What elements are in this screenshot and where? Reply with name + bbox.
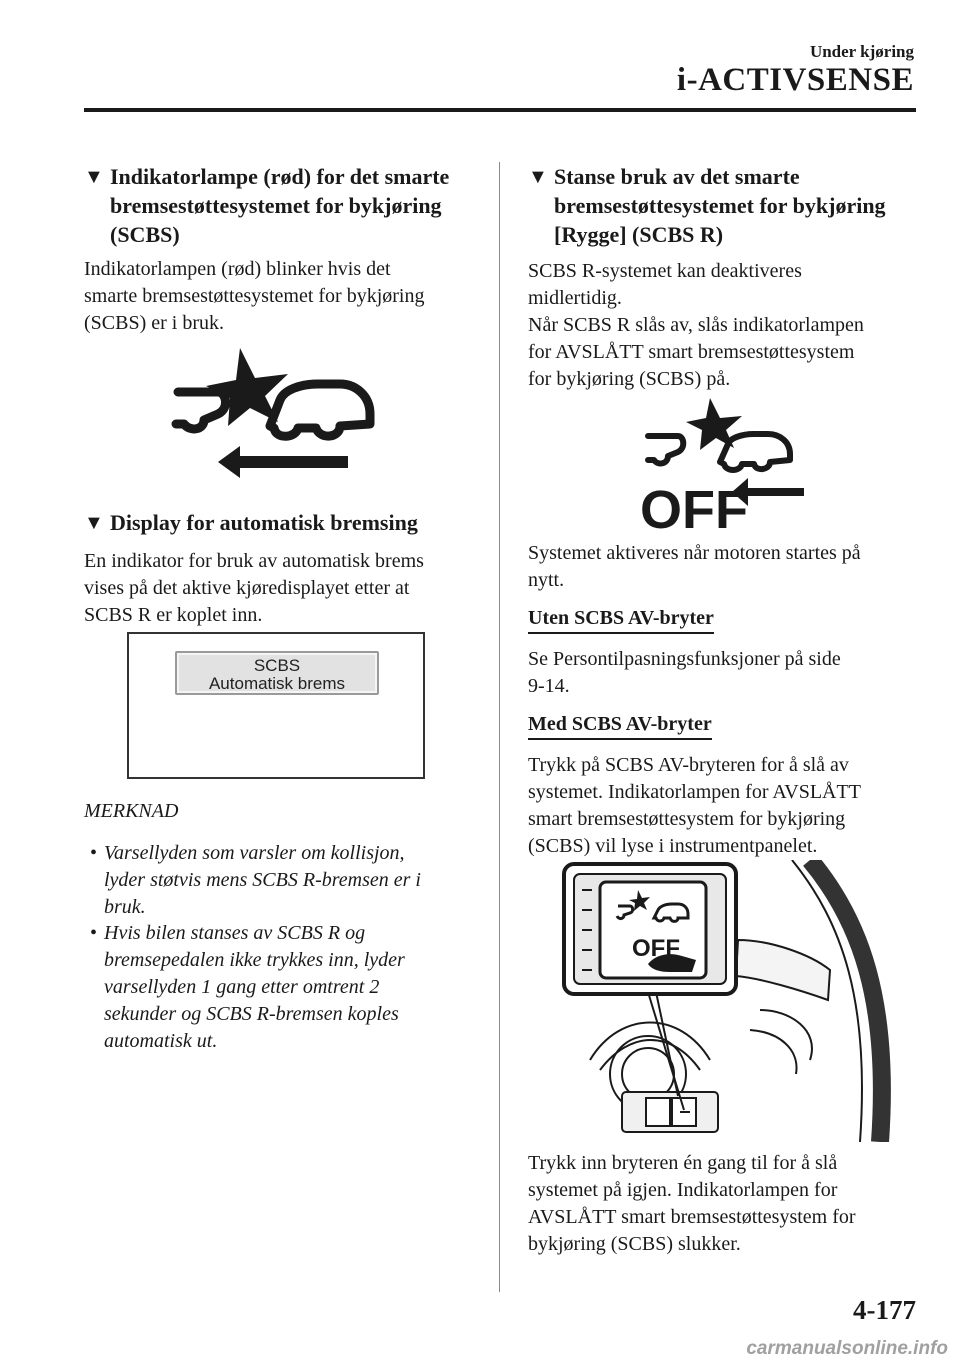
page-number: 4-177 bbox=[853, 1295, 916, 1325]
auto-brake-badge: SCBS Automatisk brems bbox=[175, 651, 379, 695]
watermark: carmanualsonline.info bbox=[746, 1338, 948, 1359]
note-title: MERKNAD bbox=[84, 800, 179, 822]
chapter-label: Under kjøring bbox=[809, 42, 914, 61]
heading-stop-scbs-r: ▼ Stanse bruk av det smarte bremsestøttesystemet for bykjøring [Rygge] (SCBS R) bbox=[528, 164, 886, 247]
header-divider bbox=[84, 108, 916, 112]
scbs-warning-icon bbox=[170, 338, 380, 478]
heading-marker: ▼ bbox=[84, 166, 104, 188]
paragraph-personalization: Se Persontilpasningsfunksjoner på side 9-14. bbox=[528, 648, 841, 697]
scbs-off-indicator-icon bbox=[638, 396, 808, 532]
paragraph-deactivate: SCBS R-systemet kan deaktiveres midlertidig. Når SCBS R slås av, slås indikatorlampen for AVSLÅTT smart bremsestøttesystem for bykjøring (SCBS) på. bbox=[528, 260, 864, 390]
bullet: • bbox=[90, 922, 98, 944]
bullet: • bbox=[90, 842, 98, 864]
note-item: • Hvis bilen stanses av SCBS R og bremsepedalen ikke trykkes inn, lyder varsellyden 1 gang etter omtrent 2 sekunder og SCBS R-bremsen koples automatisk ut. bbox=[90, 922, 405, 1052]
subheading-with-switch: Med SCBS AV-bryter bbox=[528, 712, 712, 740]
dashboard-switch-illustration bbox=[560, 860, 920, 1142]
column-divider bbox=[499, 162, 500, 1292]
paragraph-press-switch: Trykk på SCBS AV-bryteren for å slå av systemet. Indikatorlampen for AVSLÅTT smart bremsestøttesystem for bykjøring (SCBS) vil lyse i instrumentpanelet. bbox=[528, 754, 861, 857]
switch-off-label: OFF bbox=[632, 935, 680, 962]
subheading-without-switch: Uten SCBS AV-bryter bbox=[528, 606, 714, 634]
off-label: OFF bbox=[640, 480, 748, 532]
section-title: i-ACTIVSENSE bbox=[676, 62, 914, 98]
paragraph-press-again: Trykk inn bryteren én gang til for å slå systemet på igjen. Indikatorlampen for AVSLÅTT smart bremsestøttesystem for bykjøring (SCBS) slukker. bbox=[528, 1152, 856, 1255]
heading-auto-brake-display: ▼ Display for automatisk bremsing bbox=[84, 508, 484, 537]
paragraph-auto-brake: En indikator for bruk av automatisk brems vises på det aktive kjøredisplayet etter at SCBS R er koplet inn. bbox=[84, 550, 424, 626]
paragraph-reactivate-on-start: Systemet aktiveres når motoren startes på nytt. bbox=[528, 542, 861, 591]
note-item: • Varsellyden som varsler om kollisjon, lyder støtvis mens SCBS R-bremsen er i bruk. bbox=[90, 842, 421, 918]
active-driving-display bbox=[127, 632, 425, 779]
heading-scbs-indicator: ▼ Indikatorlampe (rød) for det smarte bremsestøttesystemet for bykjøring (SCBS) bbox=[84, 164, 450, 247]
heading-marker: ▼ bbox=[528, 166, 548, 188]
heading-marker: ▼ bbox=[84, 512, 104, 534]
paragraph-indicator-blinks: Indikatorlampen (rød) blinker hvis det smarte bremsestøttesystemet for bykjøring (SCBS) er i bruk. bbox=[84, 258, 425, 334]
